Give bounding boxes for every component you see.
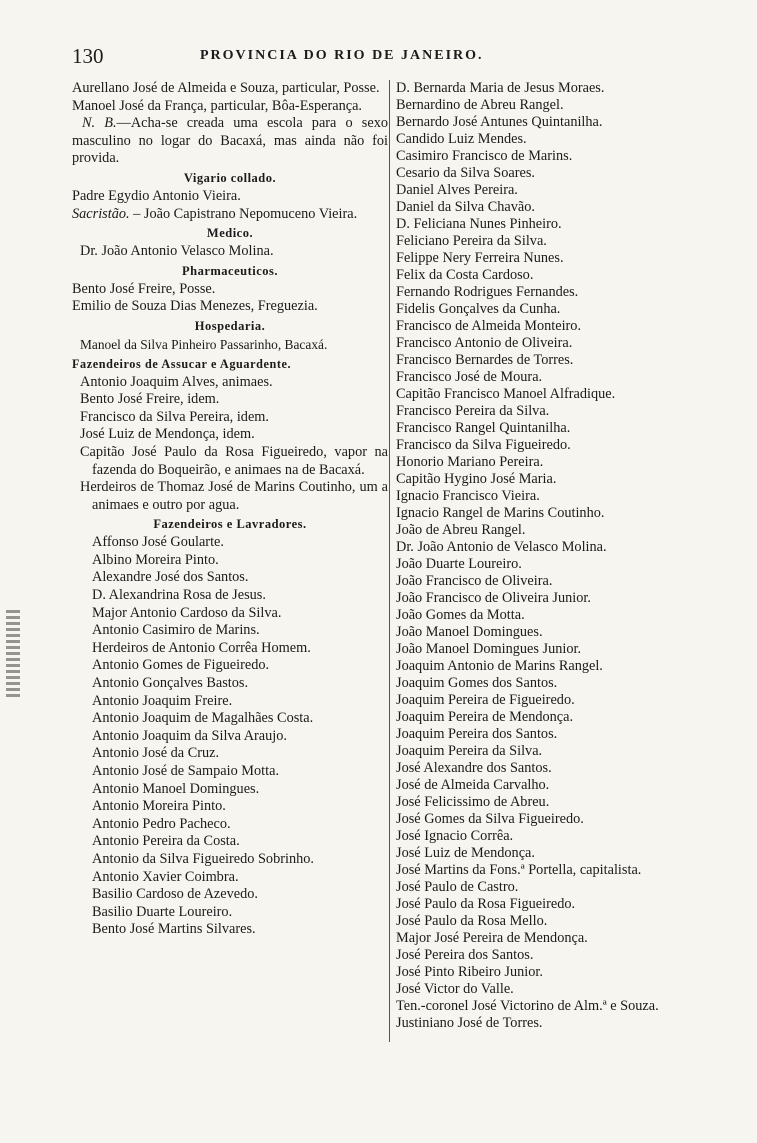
list-item: José Paulo da Rosa Figueiredo.: [396, 896, 576, 912]
running-head: PROVINCIA DO RIO DE JANEIRO.: [200, 48, 484, 63]
list-item: Manoel da Silva Pinheiro Passarinho, Bacaxá.: [80, 336, 328, 352]
list-item: José Luiz de Mendonça, idem.: [80, 426, 255, 443]
list-item: Emilio de Souza Dias Menezes, Freguezia.: [72, 298, 318, 315]
list-item: Herdeiros de Antonio Corrêa Homem.: [92, 639, 311, 656]
list-item: Antonio Manoel Domingues.: [92, 780, 260, 797]
list-item: Capitão José Paulo da Rosa Figueiredo, vapor na fazenda do Boqueirão, e animaes na de Bacaxá.: [80, 443, 388, 478]
list-item: Francisco Bernardes de Torres.: [396, 352, 574, 368]
list-item: Joaquim Pereira dos Santos.: [396, 726, 558, 742]
list-item: Aurellano José de Almeida e Souza, particular, Posse.: [72, 80, 380, 96]
nb-label: N. B.: [82, 115, 117, 132]
list-item: Manoel José da França, particular, Bôa-Esperança.: [72, 97, 363, 114]
list-item: Basilio Duarte Loureiro.: [92, 903, 233, 920]
list-item: Fidelis Gonçalves da Cunha.: [396, 301, 561, 317]
list-item: Antonio Casimiro de Marins.: [92, 622, 260, 639]
list-item: Antonio Pedro Pacheco.: [92, 815, 231, 832]
list-item: José Luiz de Mendonça.: [396, 845, 535, 861]
list-item: Padre Egydio Antonio Vieira.: [72, 187, 241, 204]
list-item: João Gomes da Motta.: [396, 607, 525, 623]
list-item: Fernando Rodrigues Fernandes.: [396, 284, 579, 300]
list-item: Honorio Mariano Pereira.: [396, 454, 544, 470]
list-item: Herdeiros de Thomaz José de Marins Coutinho, um a animaes e outro por agua.: [80, 479, 388, 513]
list-item: João Francisco de Oliveira Junior.: [396, 590, 591, 606]
list-item: Antonio José de Sampaio Motta.: [92, 763, 280, 779]
list-item: Albino Moreira Pinto.: [92, 551, 219, 568]
list-item: Francisco José de Moura.: [396, 369, 543, 385]
list-item: Joaquim Pereira de Mendonça.: [396, 709, 574, 725]
list-item: José Paulo de Castro.: [396, 879, 519, 895]
list-item: Basilio Cardoso de Azevedo.: [92, 886, 258, 903]
list-item: Joaquim Antonio de Marins Rangel.: [396, 658, 603, 674]
list-item: José Victor do Valle.: [396, 981, 514, 997]
right-list: [396, 80, 726, 1032]
list-item: Antonio Gonçalves Bastos.: [92, 675, 249, 692]
list-item: José Pereira dos Santos.: [396, 947, 534, 963]
list-item: Candido Luiz Mendes.: [396, 131, 527, 147]
list-item: Francisco da Silva Figueiredo.: [396, 437, 571, 453]
section-heading-pharmaceuticos: Pharmaceuticos.: [181, 263, 279, 278]
sacristao-label: Sacristão.: [72, 205, 130, 222]
section-heading-assucar: Fazendeiros de Assucar e Aguardente.: [72, 356, 292, 371]
list-item: Francisco Pereira da Silva.: [396, 403, 550, 419]
list-item: Antonio Joaquim Alves, animaes.: [80, 373, 273, 390]
list-item: José Ignacio Corrêa.: [396, 828, 514, 844]
list-item: José Alexandre dos Santos.: [396, 760, 552, 776]
list-item: Antonio José da Cruz.: [92, 745, 220, 762]
list-item: Felix da Costa Cardoso.: [396, 267, 534, 283]
list-item: Joaquim Pereira de Figueiredo.: [396, 692, 575, 708]
list-item: Joaquim Gomes dos Santos.: [396, 675, 558, 691]
list-item: Daniel da Silva Chavão.: [396, 199, 535, 215]
list-item: Capitão Francisco Manoel Alfradique.: [396, 386, 616, 402]
list-item: José Gomes da Silva Figueiredo.: [396, 811, 584, 827]
list-item: Francisco da Silva Pereira, idem.: [80, 408, 269, 425]
list-item: Daniel Alves Pereira.: [396, 182, 518, 198]
list-item: Antonio Xavier Coimbra.: [92, 868, 239, 885]
list-item: João Francisco de Oliveira.: [396, 573, 553, 589]
list-item: João Duarte Loureiro.: [396, 556, 522, 572]
section-heading-lavradores: Fazendeiros e Lavradores.: [153, 517, 307, 532]
list-item: Affonso José Goularte.: [92, 534, 224, 551]
section-heading-medico: Medico.: [206, 226, 254, 241]
list-item: Antonio da Silva Figueiredo Sobrinho.: [92, 850, 314, 867]
list-item: José de Almeida Carvalho.: [396, 777, 550, 793]
list-item: Major José Pereira de Mendonça.: [396, 930, 588, 946]
page-header: [72, 44, 612, 74]
nb-text: —Acha-se creada uma escola para o sexo masculino no logar do Bacaxá, mas ainda não foi provida.: [72, 115, 388, 167]
lavradores-list: [72, 534, 388, 939]
list-item: Bento José Martins Silvares.: [92, 921, 256, 938]
list-item: Alexandre José dos Santos.: [92, 569, 249, 586]
list-item: Casimiro Francisco de Marins.: [396, 148, 573, 164]
list-item: Justiniano José de Torres.: [396, 1015, 543, 1031]
list-item: João Manoel Domingues Junior.: [396, 641, 582, 657]
list-item: Antonio Joaquim de Magalhães Costa.: [92, 710, 314, 727]
sacristao-text: – João Capistrano Nepomuceno Vieira.: [129, 205, 358, 222]
list-item: Bento José Freire, idem.: [80, 391, 220, 408]
margin-stain: [6, 610, 20, 700]
list-item: José Pinto Ribeiro Junior.: [396, 964, 543, 980]
page-number: 130: [72, 44, 104, 68]
list-item: Ignacio Francisco Vieira.: [396, 488, 540, 504]
list-item: José Martins da Fons.ª Portella, capitalista.: [396, 862, 642, 878]
list-item: Antonio Moreira Pinto.: [92, 798, 226, 815]
list-item: Antonio Joaquim da Silva Araujo.: [92, 727, 287, 744]
list-item: Joaquim Pereira da Silva.: [396, 743, 543, 759]
list-item: João de Abreu Rangel.: [396, 522, 526, 538]
left-column: [72, 80, 388, 939]
list-item: Bernardino de Abreu Rangel.: [396, 97, 564, 113]
section-heading-vigario: Vigario collado.: [183, 170, 277, 185]
list-item: Felippe Nery Ferreira Nunes.: [396, 250, 564, 266]
sacristao-entry: [72, 206, 388, 224]
list-item: D. Bernarda Maria de Jesus Moraes.: [396, 80, 605, 96]
list-item: Francisco Antonio de Oliveira.: [396, 335, 573, 351]
list-item: Major Antonio Cardoso da Silva.: [92, 604, 282, 621]
list-item: José Felicissimo de Abreu.: [396, 794, 550, 810]
list-item: Bernardo José Antunes Quintanilha.: [396, 114, 603, 130]
list-item: Francisco Rangel Quintanilha.: [396, 420, 571, 436]
list-item: Bento José Freire, Posse.: [72, 280, 216, 297]
list-item: Ignacio Rangel de Marins Coutinho.: [396, 505, 605, 521]
right-column: [396, 80, 726, 1032]
list-item: Dr. João Antonio Velasco Molina.: [80, 243, 274, 260]
list-item: Antonio Pereira da Costa.: [92, 833, 240, 850]
list-item: D. Feliciana Nunes Pinheiro.: [396, 216, 562, 232]
list-item: Cesario da Silva Soares.: [396, 165, 535, 181]
column-divider: [389, 80, 390, 1042]
list-item: Francisco de Almeida Monteiro.: [396, 318, 582, 334]
list-item: D. Alexandrina Rosa de Jesus.: [92, 587, 266, 604]
list-item: Ten.-coronel José Victorino de Alm.ª e Souza.: [396, 998, 659, 1014]
list-item: João Manoel Domingues.: [396, 624, 543, 640]
list-item: Capitão Hygino José Maria.: [396, 471, 557, 487]
nota-bene: [72, 115, 388, 168]
list-item: Dr. João Antonio de Velasco Molina.: [396, 539, 607, 555]
list-item: Feliciano Pereira da Silva.: [396, 233, 547, 249]
list-item: Antonio Gomes de Figueiredo.: [92, 657, 270, 674]
list-item: Antonio Joaquim Freire.: [92, 692, 233, 709]
list-item: José Paulo da Rosa Mello.: [396, 913, 548, 929]
section-heading-hospedaria: Hospedaria.: [194, 318, 266, 333]
